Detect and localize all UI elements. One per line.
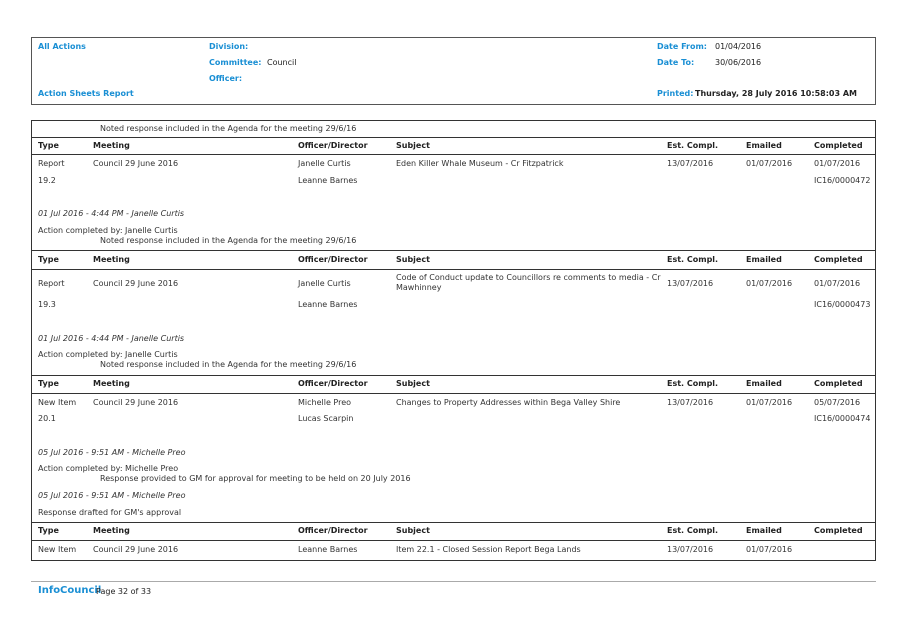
record-action-completed: Action completed by: Janelle Curtis (38, 350, 178, 359)
record-est-compl: 13/07/2016 (667, 159, 714, 168)
report-header (31, 37, 876, 105)
col-type: Type (38, 526, 59, 535)
record-type: New Item (38, 545, 77, 554)
col-subject: Subject (396, 255, 430, 264)
record-est-compl: 13/07/2016 (667, 398, 714, 407)
col-officer: Officer/Director (298, 255, 368, 264)
footer-divider (31, 581, 876, 582)
record-action-completed: Action completed by: Janelle Curtis (38, 226, 178, 235)
divider (32, 540, 875, 541)
divider (32, 393, 875, 394)
record-type: New Item (38, 398, 77, 407)
division-label: Division: (209, 42, 249, 51)
col-subject: Subject (396, 141, 430, 150)
printed-value: Thursday, 28 July 2016 10:58:03 AM (695, 89, 857, 98)
col-subject: Subject (396, 526, 430, 535)
record-emailed: 01/07/2016 (746, 398, 793, 407)
record-log-entry: 01 Jul 2016 - 4:44 PM - Janelle Curtis (38, 209, 185, 218)
page-number: Page 32 of 33 (96, 587, 152, 596)
record-emailed: 01/07/2016 (746, 159, 793, 168)
record-note: Response drafted for GM's approval (38, 508, 182, 517)
record-meeting: Council 29 June 2016 (93, 159, 179, 168)
record-note: Noted response included in the Agenda for the meeting 29/6/16 (100, 236, 357, 245)
date-to-value: 30/06/2016 (715, 58, 762, 67)
record-subject-line2: Mawhinney (396, 283, 442, 292)
record-meeting: Council 29 June 2016 (93, 545, 179, 554)
record-type: Report (38, 159, 65, 168)
committee-value: Council (267, 58, 297, 67)
record-officer: Leanne Barnes (298, 545, 358, 554)
col-emailed: Emailed (746, 379, 782, 388)
divider (32, 137, 875, 138)
record-subject: Changes to Property Addresses within Bega Valley Shire (396, 398, 621, 407)
col-emailed: Emailed (746, 255, 782, 264)
top-note: Noted response included in the Agenda for the meeting 29/6/16 (100, 124, 357, 133)
record-action-completed: Action completed by: Michelle Preo (38, 464, 179, 473)
date-to-label: Date To: (657, 58, 695, 67)
col-completed: Completed (814, 379, 863, 388)
record-reference: IC16/0000474 (814, 414, 871, 423)
record-est-compl: 13/07/2016 (667, 279, 714, 288)
date-from-label: Date From: (657, 42, 708, 51)
record-log-entry: 05 Jul 2016 - 9:51 AM - Michelle Preo (38, 491, 186, 500)
record-log-entry: 01 Jul 2016 - 4:44 PM - Janelle Curtis (38, 334, 185, 343)
col-completed: Completed (814, 255, 863, 264)
committee-label: Committee: (209, 58, 262, 67)
col-meeting: Meeting (93, 141, 130, 150)
record-meeting: Council 29 June 2016 (93, 398, 179, 407)
record-director: Leanne Barnes (298, 300, 358, 309)
record-number: 20.1 (38, 414, 56, 423)
col-meeting: Meeting (93, 379, 130, 388)
col-meeting: Meeting (93, 526, 130, 535)
record-completed: 01/07/2016 (814, 279, 861, 288)
col-est-compl: Est. Compl. (667, 255, 719, 264)
record-officer: Michelle Preo (298, 398, 352, 407)
col-officer: Officer/Director (298, 141, 368, 150)
col-type: Type (38, 141, 59, 150)
record-director: Lucas Scarpin (298, 414, 354, 423)
officer-label: Officer: (209, 74, 243, 83)
col-completed: Completed (814, 526, 863, 535)
all-actions-label: All Actions (38, 42, 86, 51)
record-number: 19.3 (38, 300, 56, 309)
col-est-compl: Est. Compl. (667, 526, 719, 535)
record-est-compl: 13/07/2016 (667, 545, 714, 554)
col-emailed: Emailed (746, 141, 782, 150)
col-est-compl: Est. Compl. (667, 379, 719, 388)
record-reference: IC16/0000472 (814, 176, 871, 185)
divider (32, 154, 875, 155)
record-subject-line1: Code of Conduct update to Councillors re comments to media - Cr (396, 273, 661, 282)
record-note: Noted response included in the Agenda for the meeting 29/6/16 (100, 360, 357, 369)
record-director: Leanne Barnes (298, 176, 358, 185)
record-completed: 05/07/2016 (814, 398, 861, 407)
col-meeting: Meeting (93, 255, 130, 264)
divider (32, 522, 875, 523)
col-type: Type (38, 379, 59, 388)
record-number: 19.2 (38, 176, 56, 185)
record-reference: IC16/0000473 (814, 300, 871, 309)
record-officer: Janelle Curtis (298, 279, 351, 288)
col-officer: Officer/Director (298, 526, 368, 535)
printed-label: Printed: (657, 89, 694, 98)
col-emailed: Emailed (746, 526, 782, 535)
record-note: Response provided to GM for approval for meeting to be held on 20 July 2016 (100, 474, 411, 483)
report-title: Action Sheets Report (38, 89, 134, 98)
actions-table (31, 120, 876, 561)
col-completed: Completed (814, 141, 863, 150)
record-subject: Item 22.1 - Closed Session Report Bega Lands (396, 545, 581, 554)
record-officer: Janelle Curtis (298, 159, 351, 168)
col-est-compl: Est. Compl. (667, 141, 719, 150)
record-emailed: 01/07/2016 (746, 545, 793, 554)
record-log-entry: 05 Jul 2016 - 9:51 AM - Michelle Preo (38, 448, 186, 457)
record-subject: Eden Killer Whale Museum - Cr Fitzpatrick (396, 159, 564, 168)
col-subject: Subject (396, 379, 430, 388)
footer-brand: InfoCouncil (38, 585, 102, 596)
col-officer: Officer/Director (298, 379, 368, 388)
record-type: Report (38, 279, 65, 288)
divider (32, 269, 875, 270)
record-emailed: 01/07/2016 (746, 279, 793, 288)
record-meeting: Council 29 June 2016 (93, 279, 179, 288)
divider (32, 375, 875, 376)
date-from-value: 01/04/2016 (715, 42, 762, 51)
col-type: Type (38, 255, 59, 264)
divider (32, 250, 875, 251)
record-completed: 01/07/2016 (814, 159, 861, 168)
